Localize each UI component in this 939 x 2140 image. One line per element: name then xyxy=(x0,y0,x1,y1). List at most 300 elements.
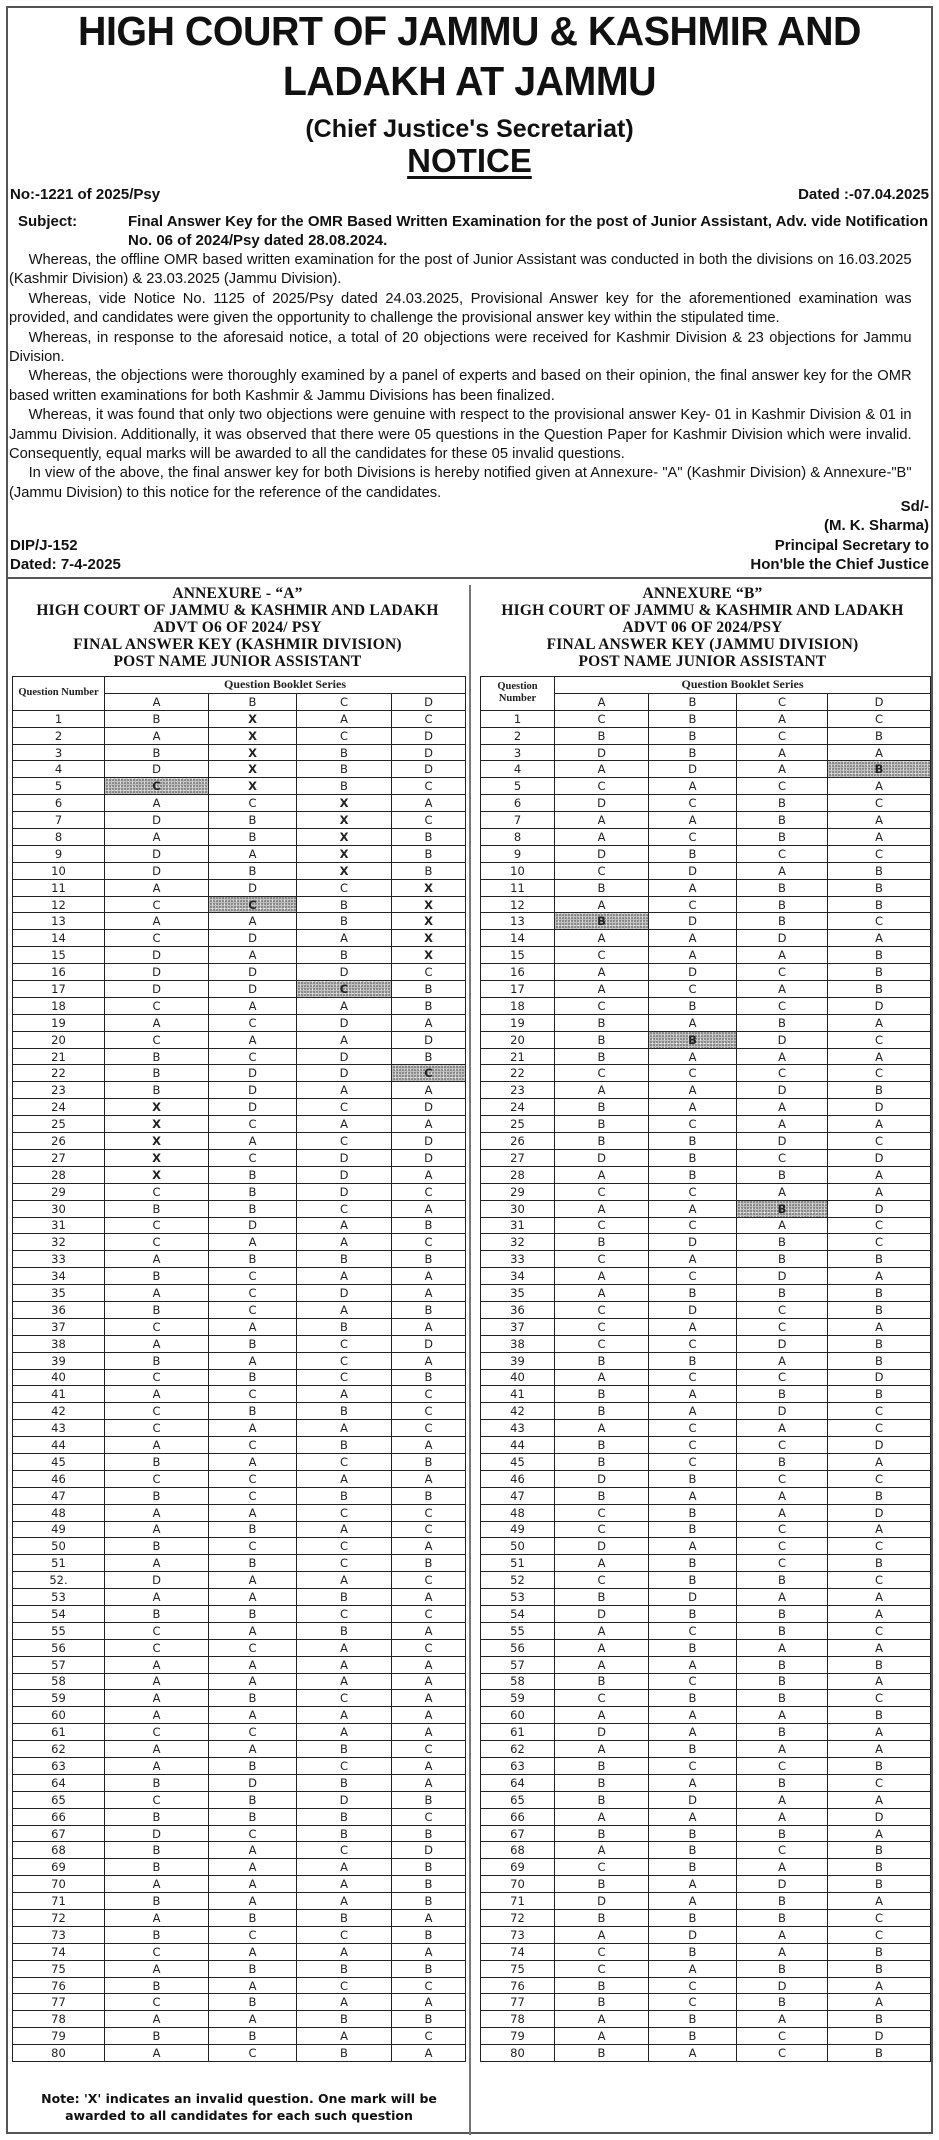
answer-cell: A xyxy=(209,1673,297,1690)
answer-cell: A xyxy=(105,1555,209,1572)
answer-cell: A xyxy=(209,1589,297,1606)
question-number-cell: 30 xyxy=(13,1200,105,1217)
answer-cell: B xyxy=(555,1133,649,1150)
notice-date: Dated :-07.04.2025 xyxy=(798,186,929,203)
answer-cell: A xyxy=(828,1994,931,2011)
question-number-cell: 52. xyxy=(13,1572,105,1589)
answer-cell: D xyxy=(209,879,297,896)
answer-cell: A xyxy=(392,2045,466,2062)
table-row xyxy=(481,1048,931,1065)
answer-cell: A xyxy=(828,1825,931,1842)
answer-cell: A xyxy=(555,2011,649,2028)
question-number-cell: 23 xyxy=(13,1082,105,1099)
question-number-cell: 25 xyxy=(13,1116,105,1133)
question-number-cell: 51 xyxy=(13,1555,105,1572)
answer-cell: A xyxy=(392,1166,466,1183)
answer-cell: A xyxy=(297,1876,392,1893)
answer-cell: A xyxy=(649,1082,737,1099)
answer-cell: C xyxy=(828,710,931,727)
answer-cell: C xyxy=(737,997,828,1014)
question-number-cell: 9 xyxy=(481,845,555,862)
answer-cell: A xyxy=(392,1724,466,1741)
table-row xyxy=(481,2011,931,2028)
table-row xyxy=(481,879,931,896)
question-number-cell: 79 xyxy=(481,2028,555,2045)
table-row xyxy=(481,1082,931,1099)
question-number-cell: 69 xyxy=(481,1859,555,1876)
answer-cell: A xyxy=(392,1994,466,2011)
question-number-cell: 49 xyxy=(481,1521,555,1538)
answer-cell: A xyxy=(737,1217,828,1234)
answer-cell: D xyxy=(555,1538,649,1555)
signatory-name: (M. K. Sharma) xyxy=(823,517,929,535)
table-row xyxy=(481,710,931,727)
answer-cell: X xyxy=(105,1133,209,1150)
answer-cell: B xyxy=(105,1842,209,1859)
answer-cell: D xyxy=(649,761,737,778)
annexure-b-line4: POST NAME JUNIOR ASSISTANT xyxy=(578,653,827,670)
answer-cell: C xyxy=(105,1791,209,1808)
answer-cell: C xyxy=(209,1639,297,1656)
answer-cell: B xyxy=(392,1217,466,1234)
answer-cell: A xyxy=(297,1707,392,1724)
answer-cell: B xyxy=(555,1031,649,1048)
answer-cell: C xyxy=(555,1318,649,1335)
answer-cell: A xyxy=(105,1504,209,1521)
answer-cell: B xyxy=(297,1960,392,1977)
answer-cell: C xyxy=(392,812,466,829)
answer-cell: A xyxy=(737,2011,828,2028)
table-row xyxy=(481,1149,931,1166)
answer-cell: A xyxy=(105,1335,209,1352)
answer-cell: B xyxy=(737,1572,828,1589)
answer-cell: B xyxy=(649,1285,737,1302)
answer-cell: B xyxy=(555,1487,649,1504)
answer-cell: C xyxy=(737,1470,828,1487)
answer-cell: A xyxy=(297,1943,392,1960)
answer-cell: C xyxy=(649,1183,737,1200)
answer-cell: D xyxy=(392,1842,466,1859)
answer-cell: B xyxy=(297,1825,392,1842)
answer-cell: B xyxy=(649,1842,737,1859)
table-row xyxy=(481,1183,931,1200)
question-number-cell: 59 xyxy=(481,1690,555,1707)
table-row xyxy=(481,1926,931,1943)
answer-cell: B xyxy=(392,1369,466,1386)
series-header: C xyxy=(737,693,828,710)
question-number-cell: 29 xyxy=(13,1183,105,1200)
answer-cell: D xyxy=(555,845,649,862)
answer-cell: A xyxy=(649,1200,737,1217)
answer-cell: A xyxy=(555,981,649,998)
answer-cell: B xyxy=(737,795,828,812)
answer-cell: B xyxy=(392,997,466,1014)
answer-cell: B xyxy=(649,1166,737,1183)
answer-cell: A xyxy=(297,1234,392,1251)
answer-cell: A xyxy=(297,1470,392,1487)
table-row xyxy=(481,896,931,913)
answer-cell: C xyxy=(297,1758,392,1775)
answer-cell: A xyxy=(209,913,297,930)
table-row xyxy=(481,913,931,930)
answer-cell: C xyxy=(209,1437,297,1454)
table-row xyxy=(481,1673,931,1690)
answer-cell: C xyxy=(105,1217,209,1234)
question-number-cell: 10 xyxy=(13,862,105,879)
answer-cell: C xyxy=(105,1622,209,1639)
answer-cell: A xyxy=(297,1386,392,1403)
answer-cell: C xyxy=(555,1065,649,1082)
dispatch-date: Dated: 7-4-2025 xyxy=(10,556,121,574)
answer-cell: A xyxy=(297,1082,392,1099)
answer-cell: B xyxy=(105,710,209,727)
answer-cell: B xyxy=(828,879,931,896)
answer-cell: B xyxy=(737,1994,828,2011)
answer-cell: B xyxy=(392,1487,466,1504)
subject-label: Subject: xyxy=(18,213,78,230)
table-row xyxy=(13,1183,466,1200)
annexure-a-line3: FINAL ANSWER KEY (KASHMIR DIVISION) xyxy=(73,636,402,653)
answer-cell: B xyxy=(555,1099,649,1116)
question-number-header: Question Number xyxy=(481,677,555,711)
answer-cell: B xyxy=(297,1487,392,1504)
question-number-cell: 77 xyxy=(481,1994,555,2011)
question-number-cell: 38 xyxy=(481,1335,555,1352)
answer-cell: B xyxy=(105,1808,209,1825)
answer-cell: A xyxy=(209,1859,297,1876)
answer-cell: A xyxy=(105,879,209,896)
question-number-cell: 50 xyxy=(481,1538,555,1555)
column-divider xyxy=(469,585,471,2135)
answer-cell: D xyxy=(209,1082,297,1099)
question-number-cell: 58 xyxy=(13,1673,105,1690)
question-number-cell: 74 xyxy=(13,1943,105,1960)
answer-cell: B xyxy=(209,1690,297,1707)
question-number-cell: 51 xyxy=(481,1555,555,1572)
answer-cell: C xyxy=(828,795,931,812)
answer-cell: A xyxy=(392,1285,466,1302)
answer-cell: C xyxy=(209,1014,297,1031)
answer-cell: D xyxy=(209,981,297,998)
answer-cell: B xyxy=(828,1859,931,1876)
answer-cell: D xyxy=(392,761,466,778)
answer-cell: D xyxy=(649,1301,737,1318)
table-row xyxy=(481,1893,931,1910)
table-row xyxy=(13,964,466,981)
answer-cell: C xyxy=(737,1437,828,1454)
table-row xyxy=(13,1268,466,1285)
question-number-cell: 73 xyxy=(13,1926,105,1943)
answer-cell: A xyxy=(209,1420,297,1437)
table-row xyxy=(13,1504,466,1521)
answer-cell: B xyxy=(737,1251,828,1268)
answer-cell: C xyxy=(297,1690,392,1707)
answer-cell: A xyxy=(209,1893,297,1910)
answer-cell: A xyxy=(828,1453,931,1470)
question-number-cell: 6 xyxy=(13,795,105,812)
answer-cell: C xyxy=(297,1133,392,1150)
dip-number: DIP/J-152 xyxy=(10,537,78,554)
answer-cell: C xyxy=(828,913,931,930)
table-row xyxy=(481,1555,931,1572)
table-row xyxy=(481,1437,931,1454)
answer-cell: B xyxy=(297,947,392,964)
answer-cell: C xyxy=(555,1301,649,1318)
answer-cell: A xyxy=(105,1910,209,1927)
answer-cell: A xyxy=(555,1082,649,1099)
answer-cell: D xyxy=(297,1166,392,1183)
answer-cell: B xyxy=(828,1707,931,1724)
answer-cell: D xyxy=(209,964,297,981)
answer-cell: C xyxy=(392,1605,466,1622)
answer-cell: B xyxy=(555,1791,649,1808)
answer-cell: B xyxy=(737,879,828,896)
answer-cell: C xyxy=(209,795,297,812)
question-number-cell: 44 xyxy=(13,1437,105,1454)
invalid-question-note: Note: 'X' indicates an invalid question. One mark will be awarded to all candidates for each such question xyxy=(41,2091,437,2123)
answer-cell: C xyxy=(392,1183,466,1200)
question-number-cell: 24 xyxy=(481,1099,555,1116)
answer-cell: D xyxy=(297,1149,392,1166)
table-row xyxy=(481,1842,931,1859)
answer-cell: A xyxy=(828,1268,931,1285)
answer-cell: B xyxy=(649,1470,737,1487)
answer-cell: C xyxy=(105,1994,209,2011)
table-row xyxy=(13,1876,466,1893)
table-row xyxy=(481,1166,931,1183)
answer-cell: D xyxy=(209,1065,297,1082)
answer-cell: A xyxy=(209,1572,297,1589)
table-row xyxy=(13,1690,466,1707)
answer-cell: C xyxy=(297,879,392,896)
answer-cell: A xyxy=(649,930,737,947)
answer-cell: A xyxy=(209,2011,297,2028)
table-row xyxy=(13,1825,466,1842)
answer-cell: B xyxy=(105,1859,209,1876)
question-number-cell: 68 xyxy=(13,1842,105,1859)
answer-cell: C xyxy=(737,1555,828,1572)
answer-cell: B xyxy=(105,1977,209,1994)
answer-cell: C xyxy=(392,1808,466,1825)
table-row xyxy=(481,1707,931,1724)
answer-cell: B xyxy=(105,1065,209,1082)
question-number-cell: 42 xyxy=(13,1403,105,1420)
answer-cell: C xyxy=(105,778,209,795)
answer-cell: C xyxy=(209,1268,297,1285)
answer-cell: B xyxy=(209,862,297,879)
annexure-a-line1: HIGH COURT OF JAMMU & KASHMIR AND LADAKH xyxy=(36,602,439,619)
table-row xyxy=(481,1994,931,2011)
table-row xyxy=(13,1774,466,1791)
answer-cell: B xyxy=(209,829,297,846)
answer-cell: C xyxy=(297,1926,392,1943)
answer-cell: A xyxy=(555,964,649,981)
question-number-cell: 53 xyxy=(13,1589,105,1606)
answer-cell: A xyxy=(649,1048,737,1065)
answer-cell: A xyxy=(209,947,297,964)
answer-cell: B xyxy=(737,1910,828,1927)
answer-cell: C xyxy=(828,1217,931,1234)
question-number-cell: 59 xyxy=(13,1690,105,1707)
question-number-cell: 12 xyxy=(13,896,105,913)
question-number-cell: 27 xyxy=(481,1149,555,1166)
answer-cell: A xyxy=(297,1301,392,1318)
question-number-cell: 11 xyxy=(13,879,105,896)
question-number-cell: 36 xyxy=(481,1301,555,1318)
answer-cell: B xyxy=(105,1605,209,1622)
answer-cell: C xyxy=(297,1605,392,1622)
answer-cell: D xyxy=(737,1031,828,1048)
answer-cell: A xyxy=(555,1369,649,1386)
body-paragraph: Whereas, in response to the aforesaid notice, a total of 20 objections were received for Kashmir Division & 23 objections for Jammu Division. xyxy=(9,328,912,366)
answer-cell: D xyxy=(737,1403,828,1420)
table-row xyxy=(13,1926,466,1943)
answer-cell: B xyxy=(209,1251,297,1268)
table-row xyxy=(13,1116,466,1133)
table-row xyxy=(13,778,466,795)
table-row xyxy=(13,1707,466,1724)
answer-cell: X xyxy=(209,744,297,761)
answer-cell: A xyxy=(555,1166,649,1183)
answer-cell: B xyxy=(737,1724,828,1741)
table-row xyxy=(481,1335,931,1352)
answer-cell: A xyxy=(737,1589,828,1606)
answer-cell: A xyxy=(828,829,931,846)
notice-meta xyxy=(10,186,929,203)
answer-cell: A xyxy=(555,1268,649,1285)
table-row xyxy=(481,1589,931,1606)
answer-cell: X xyxy=(392,947,466,964)
question-number-cell: 64 xyxy=(13,1774,105,1791)
answer-cell: B xyxy=(209,2028,297,2045)
body-paragraph: In view of the above, the final answer key for both Divisions is hereby notified given at Annexure- "A" (Kashmir Division) & Annexure-"B" (Jammu Division) to this notice for the reference of the candidates. xyxy=(9,464,912,501)
booklet-series-header: Question Booklet Series xyxy=(555,677,931,694)
answer-cell: B xyxy=(555,1994,649,2011)
question-number-cell: 67 xyxy=(13,1825,105,1842)
answer-cell: C xyxy=(555,862,649,879)
answer-cell: B xyxy=(737,1453,828,1470)
answer-cell: B xyxy=(392,1960,466,1977)
answer-cell: A xyxy=(392,1268,466,1285)
answer-cell: A xyxy=(392,1622,466,1639)
answer-cell: D xyxy=(209,1217,297,1234)
table-row xyxy=(13,1251,466,1268)
answer-cell: B xyxy=(828,1082,931,1099)
table-row xyxy=(13,1791,466,1808)
table-row xyxy=(481,1639,931,1656)
answer-cell: C xyxy=(209,1048,297,1065)
answer-cell: B xyxy=(105,1200,209,1217)
table-row xyxy=(13,1639,466,1656)
answer-cell: C xyxy=(105,1369,209,1386)
table-row xyxy=(481,1487,931,1504)
question-number-cell: 27 xyxy=(13,1149,105,1166)
question-number-cell: 62 xyxy=(481,1741,555,1758)
answer-cell: C xyxy=(555,1183,649,1200)
table-row xyxy=(481,1572,931,1589)
answer-cell: D xyxy=(392,1335,466,1352)
answer-cell: B xyxy=(209,1605,297,1622)
answer-cell: B xyxy=(392,1876,466,1893)
table-row xyxy=(481,1741,931,1758)
answer-cell: D xyxy=(105,1825,209,1842)
answer-cell: C xyxy=(828,1234,931,1251)
answer-cell: C xyxy=(209,1724,297,1741)
question-number-cell: 26 xyxy=(481,1133,555,1150)
answer-cell: B xyxy=(209,1403,297,1420)
answer-cell: C xyxy=(737,1842,828,1859)
answer-cell: A xyxy=(297,1572,392,1589)
answer-cell: B xyxy=(828,1876,931,1893)
table-row xyxy=(481,1403,931,1420)
answer-cell: A xyxy=(828,930,931,947)
answer-cell: A xyxy=(828,1741,931,1758)
answer-cell: B xyxy=(297,2045,392,2062)
answer-cell: D xyxy=(105,947,209,964)
question-number-cell: 4 xyxy=(13,761,105,778)
answer-cell: C xyxy=(737,2028,828,2045)
table-row xyxy=(13,1622,466,1639)
answer-cell: B xyxy=(828,1335,931,1352)
body-paragraph: Whereas, the objections were thoroughly examined by a panel of experts and based on their opinion, the final answer key for the OMR based written examinations for both Kashmir & Jammu Divisions has been finalized. xyxy=(9,367,912,404)
answer-cell: B xyxy=(105,1048,209,1065)
answer-cell: B xyxy=(209,1555,297,1572)
answer-cell: A xyxy=(392,1690,466,1707)
question-number-cell: 8 xyxy=(13,829,105,846)
table-row xyxy=(13,1386,466,1403)
question-number-cell: 32 xyxy=(481,1234,555,1251)
answer-cell: B xyxy=(392,1893,466,1910)
answer-cell: A xyxy=(297,1724,392,1741)
table-row xyxy=(13,1842,466,1859)
body-paragraph: Whereas, vide Notice No. 1125 of 2025/Psy dated 24.03.2025, Provisional Answer key for the aforementioned examination was provided, and candidates were given the opportunity to challenge the provisional answer key within the stipulated time. xyxy=(9,289,912,327)
answer-cell: D xyxy=(297,1014,392,1031)
answer-cell: A xyxy=(737,862,828,879)
question-number-cell: 58 xyxy=(481,1673,555,1690)
answer-cell: B xyxy=(828,727,931,744)
table-row xyxy=(13,1859,466,1876)
answer-cell: B xyxy=(555,1910,649,1927)
answer-cell: B xyxy=(209,1758,297,1775)
answer-cell: A xyxy=(209,1318,297,1335)
answer-cell: X xyxy=(209,761,297,778)
answer-cell: D xyxy=(209,1099,297,1116)
table-row xyxy=(481,862,931,879)
answer-cell: X xyxy=(297,829,392,846)
question-number-cell: 78 xyxy=(481,2011,555,2028)
answer-cell: A xyxy=(297,1994,392,2011)
table-row xyxy=(13,1994,466,2011)
answer-cell: A xyxy=(297,930,392,947)
answer-cell: A xyxy=(209,1352,297,1369)
answer-cell: A xyxy=(737,1487,828,1504)
question-number-cell: 63 xyxy=(481,1758,555,1775)
answer-cell: C xyxy=(555,947,649,964)
body-paragraph: Whereas, it was found that only two objections were genuine with respect to the provisional answer Key- 01 in Kashmir Division & 01 in Jammu Division. Additionally, it was observed that there were 05 questions in the Question Paper for Kashmir Division which were invalid. Consequently, equal marks will be awarded to all the candidates for these 05 invalid questions. xyxy=(9,406,912,463)
answer-cell: B xyxy=(649,845,737,862)
answer-cell: A xyxy=(737,1791,828,1808)
answer-cell: A xyxy=(828,1116,931,1133)
question-number-cell: 8 xyxy=(481,829,555,846)
secretariat-subtitle: (Chief Justice's Secretariat) xyxy=(305,115,634,143)
answer-cell: B xyxy=(392,862,466,879)
table-row xyxy=(481,1065,931,1082)
question-number-cell: 3 xyxy=(481,744,555,761)
answer-cell: A xyxy=(649,812,737,829)
answer-cell: A xyxy=(297,1639,392,1656)
answer-cell: D xyxy=(392,1133,466,1150)
answer-cell: C xyxy=(297,1099,392,1116)
